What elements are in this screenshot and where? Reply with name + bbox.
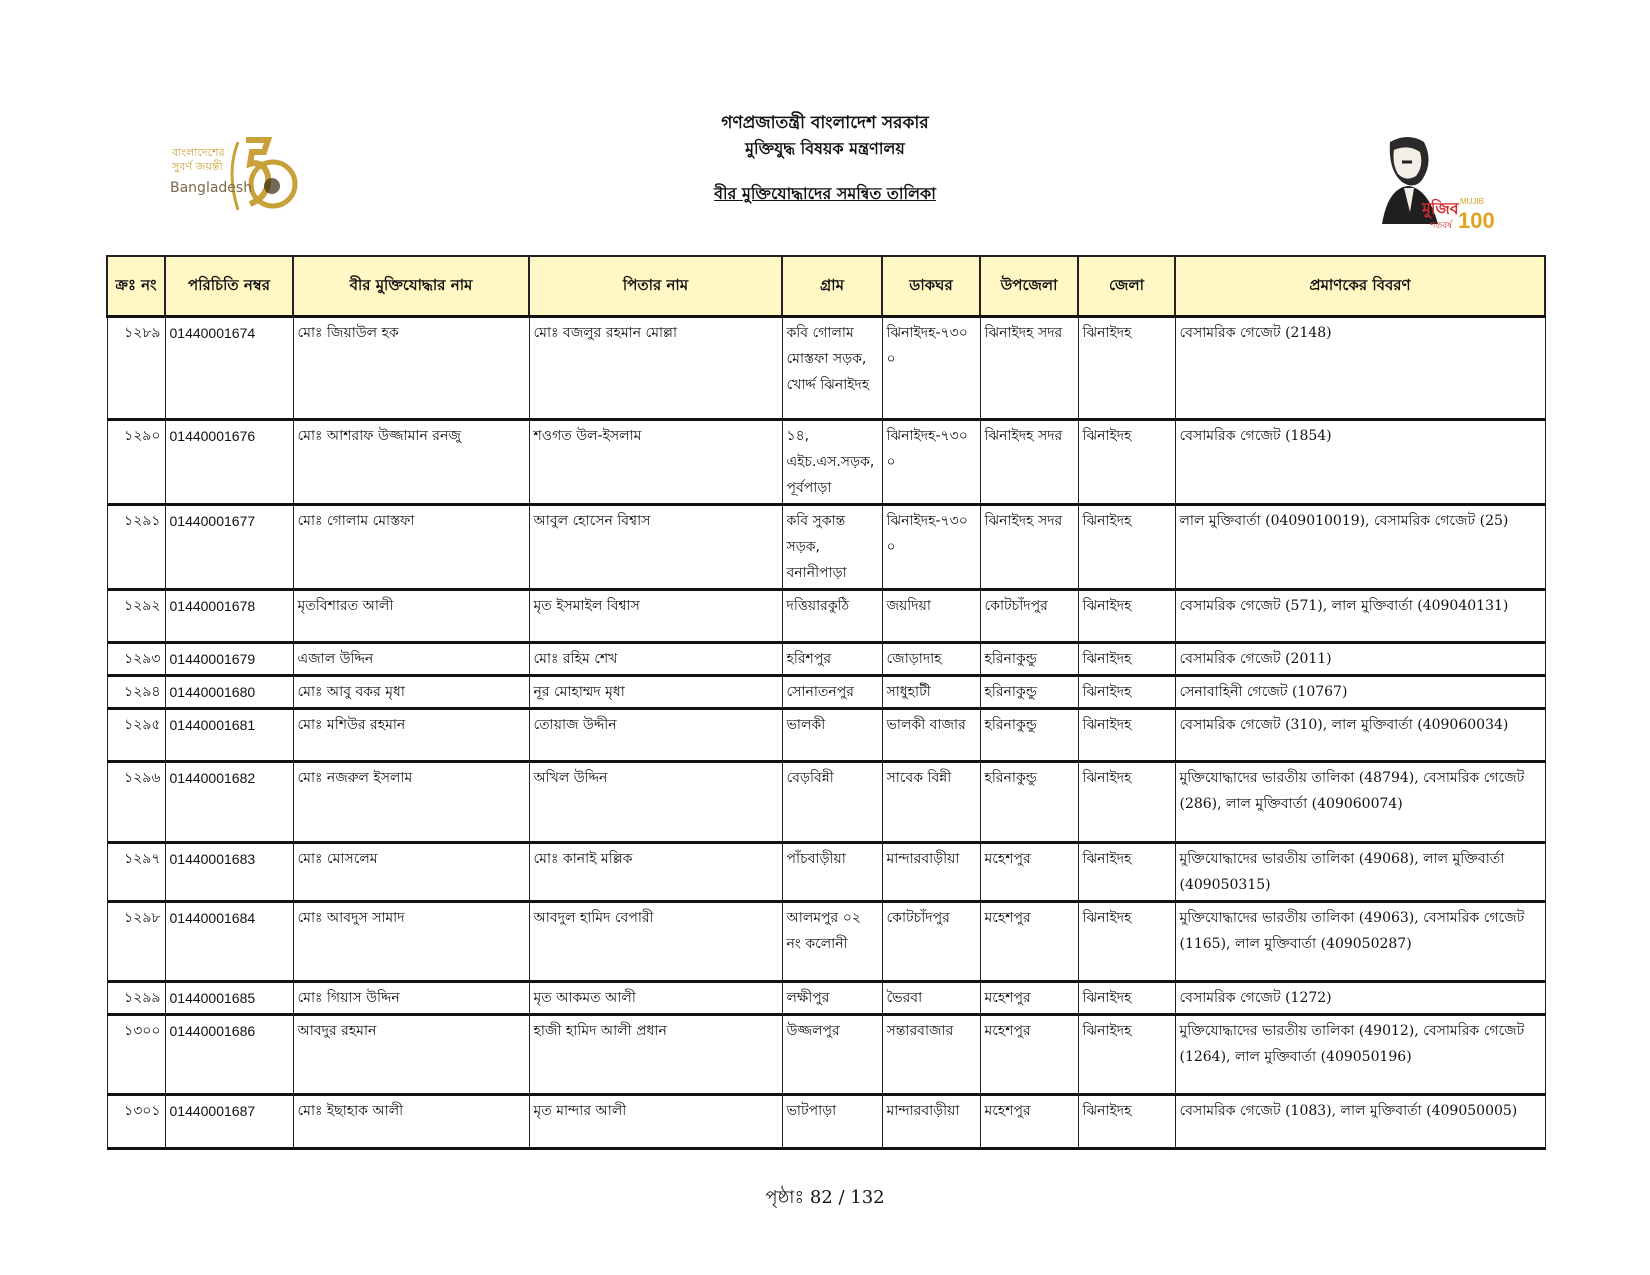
table-row bbox=[107, 590, 1545, 643]
cell-district: ঝিনাইদহ bbox=[1078, 505, 1175, 590]
cell-district: ঝিনাইদহ bbox=[1078, 590, 1175, 643]
table-row bbox=[107, 420, 1545, 505]
cell-village: দত্তিয়ারকুঠি bbox=[782, 590, 882, 643]
cell-upazila: মহেশপুর bbox=[980, 902, 1078, 982]
cell-father: আবুল হোসেন বিশ্বাস bbox=[529, 505, 782, 590]
cell-upazila: মহেশপুর bbox=[980, 843, 1078, 902]
logo-left-line1: বাংলাদেশের bbox=[172, 146, 225, 159]
cell-post: সন্তারবাজার bbox=[882, 1015, 980, 1095]
cell-id: 01440001684 bbox=[165, 902, 293, 982]
cell-proof: বেসামরিক গেজেট (310), লাল মুক্তিবার্তা (409060034) bbox=[1175, 709, 1545, 762]
cell-father: মোঃ বজলুর রহমান মোল্লা bbox=[529, 317, 782, 420]
cell-district: ঝিনাইদহ bbox=[1078, 762, 1175, 843]
cell-upazila: ঝিনাইদহ সদর bbox=[980, 420, 1078, 505]
cell-district: ঝিনাইদহ bbox=[1078, 1095, 1175, 1149]
cell-post: ঝিনাইদহ-৭৩০০ bbox=[882, 505, 980, 590]
table-row bbox=[107, 843, 1545, 902]
cell-serial: ১২৯৩ bbox=[107, 643, 165, 676]
column-header-village: গ্রাম bbox=[782, 256, 882, 317]
page-label: পৃষ্ঠাঃ bbox=[765, 1187, 805, 1208]
cell-upazila: মহেশপুর bbox=[980, 1095, 1078, 1149]
cell-id: 01440001677 bbox=[165, 505, 293, 590]
cell-district: ঝিনাইদহ bbox=[1078, 982, 1175, 1015]
ministry-title: মুক্তিযুদ্ধ বিষয়ক মন্ত্রণালয় bbox=[745, 139, 905, 158]
cell-name: মোঃ আবদুস সামাদ bbox=[293, 902, 529, 982]
column-header-id: পরিচিতি নম্বর bbox=[165, 256, 293, 317]
cell-post: সাবেক বিন্নী bbox=[882, 762, 980, 843]
column-header-district: জেলা bbox=[1078, 256, 1175, 317]
logo-right-brand: MUJIB bbox=[1460, 197, 1484, 206]
cell-father: মৃত মান্দার আলী bbox=[529, 1095, 782, 1149]
cell-father: তোয়াজ উদ্দীন bbox=[529, 709, 782, 762]
cell-post: সাধুহাটী bbox=[882, 676, 980, 709]
cell-serial: ১২৯৭ bbox=[107, 843, 165, 902]
cell-name: মৃতবিশারত আলী bbox=[293, 590, 529, 643]
cell-district: ঝিনাইদহ bbox=[1078, 420, 1175, 505]
cell-village: লক্ষীপুর bbox=[782, 982, 882, 1015]
cell-upazila: ঝিনাইদহ সদর bbox=[980, 317, 1078, 420]
cell-serial: ১২৯৬ bbox=[107, 762, 165, 843]
cell-post: ঝিনাইদহ-৭৩০০ bbox=[882, 317, 980, 420]
cell-district: ঝিনাইদহ bbox=[1078, 709, 1175, 762]
table-row bbox=[107, 317, 1545, 420]
cell-name: মোঃ মশিউর রহমান bbox=[293, 709, 529, 762]
cell-id: 01440001679 bbox=[165, 643, 293, 676]
cell-serial: ১২৯৫ bbox=[107, 709, 165, 762]
column-header-name: বীর মুক্তিযোদ্ধার নাম bbox=[293, 256, 529, 317]
table-header-row bbox=[107, 256, 1545, 317]
column-header-serial: ক্রঃ নং bbox=[107, 256, 165, 317]
cell-village: কবি সুকান্ত সড়ক, বনানীপাড়া bbox=[782, 505, 882, 590]
cell-district: ঝিনাইদহ bbox=[1078, 843, 1175, 902]
cell-village: পাঁচবাড়ীয়া bbox=[782, 843, 882, 902]
cell-proof: বেসামরিক গেজেট (2011) bbox=[1175, 643, 1545, 676]
cell-id: 01440001686 bbox=[165, 1015, 293, 1095]
cell-post: মান্দারবাড়ীয়া bbox=[882, 843, 980, 902]
cell-id: 01440001678 bbox=[165, 590, 293, 643]
cell-name: মোঃ নজরুল ইসলাম bbox=[293, 762, 529, 843]
cell-serial: ১২৯০ bbox=[107, 420, 165, 505]
cell-upazila: হরিনাকুন্ডু bbox=[980, 762, 1078, 843]
cell-upazila: হরিনাকুন্ডু bbox=[980, 676, 1078, 709]
table-row bbox=[107, 902, 1545, 982]
cell-village: কবি গোলাম মোস্তফা সড়ক, খোর্দ্দ ঝিনাইদহ bbox=[782, 317, 882, 420]
cell-post: কোটচাঁদপুর bbox=[882, 902, 980, 982]
column-header-proof: প্রমাণকের বিবরণ bbox=[1175, 256, 1545, 317]
cell-serial: ১২৮৯ bbox=[107, 317, 165, 420]
cell-village: আলমপুর ০২ নং কলোনী bbox=[782, 902, 882, 982]
cell-id: 01440001683 bbox=[165, 843, 293, 902]
cell-district: ঝিনাইদহ bbox=[1078, 676, 1175, 709]
cell-proof: বেসামরিক গেজেট (2148) bbox=[1175, 317, 1545, 420]
cell-village: উজ্জলপুর bbox=[782, 1015, 882, 1095]
logo-left-line2: সুবর্ণ জয়ন্তী bbox=[172, 160, 223, 173]
cell-id: 01440001681 bbox=[165, 709, 293, 762]
list-title: বীর মুক্তিযোদ্ধাদের সমন্বিত তালিকা bbox=[714, 184, 936, 203]
cell-father: মৃত ইসমাইল বিশ্বাস bbox=[529, 590, 782, 643]
cell-post: জোড়াদাহ bbox=[882, 643, 980, 676]
mujib-100-logo bbox=[1378, 132, 1495, 233]
page-number: 82 / 132 bbox=[809, 1187, 885, 1208]
cell-father: হাজী হামিদ আলী প্রধান bbox=[529, 1015, 782, 1095]
logo-right-sub: শতবর্ষ bbox=[1430, 221, 1453, 231]
government-title: গণপ্রজাতন্ত্রী বাংলাদেশ সরকার bbox=[721, 113, 929, 133]
cell-upazila: মহেশপুর bbox=[980, 1015, 1078, 1095]
cell-name: মোঃ গোলাম মোস্তফা bbox=[293, 505, 529, 590]
cell-post: মান্দারবাড়ীয়া bbox=[882, 1095, 980, 1149]
table-row bbox=[107, 643, 1545, 676]
cell-proof: লাল মুক্তিবার্তা (0409010019), বেসামরিক গেজেট (25) bbox=[1175, 505, 1545, 590]
cell-father: মোঃ রহিম শেখ bbox=[529, 643, 782, 676]
cell-proof: বেসামরিক গেজেট (1272) bbox=[1175, 982, 1545, 1015]
column-header-father: পিতার নাম bbox=[529, 256, 782, 317]
cell-serial: ১২৯৮ bbox=[107, 902, 165, 982]
cell-post: ভালকী বাজার bbox=[882, 709, 980, 762]
cell-name: মোঃ গিয়াস উদ্দিন bbox=[293, 982, 529, 1015]
table-row bbox=[107, 762, 1545, 843]
cell-proof: মুক্তিযোদ্ধাদের ভারতীয় তালিকা (49063), বেসামরিক গেজেট (1165), লাল মুক্তিবার্তা (409050287) bbox=[1175, 902, 1545, 982]
table-row bbox=[107, 505, 1545, 590]
cell-upazila: হরিনাকুন্ডু bbox=[980, 709, 1078, 762]
table-row bbox=[107, 982, 1545, 1015]
cell-id: 01440001676 bbox=[165, 420, 293, 505]
cell-post: ভৈরবা bbox=[882, 982, 980, 1015]
cell-proof: সেনাবাহিনী গেজেট (10767) bbox=[1175, 676, 1545, 709]
cell-father: আবদুল হামিদ বেপারী bbox=[529, 902, 782, 982]
table-row bbox=[107, 1015, 1545, 1095]
cell-village: বেড়বিন্নী bbox=[782, 762, 882, 843]
cell-serial: ১২৯২ bbox=[107, 590, 165, 643]
cell-district: ঝিনাইদহ bbox=[1078, 1015, 1175, 1095]
table-row bbox=[107, 1095, 1545, 1149]
cell-serial: ১২৯৪ bbox=[107, 676, 165, 709]
cell-father: নূর মোহাম্মদ মৃধা bbox=[529, 676, 782, 709]
cell-name: মোঃ জিয়াউল হক bbox=[293, 317, 529, 420]
cell-proof: মুক্তিযোদ্ধাদের ভারতীয় তালিকা (49068), লাল মুক্তিবার্তা (409050315) bbox=[1175, 843, 1545, 902]
cell-proof: মুক্তিযোদ্ধাদের ভারতীয় তালিকা (49012), বেসামরিক গেজেট (1264), লাল মুক্তিবার্তা (409050196) bbox=[1175, 1015, 1545, 1095]
logo-left-country: Bangladesh bbox=[170, 180, 253, 196]
cell-name: মোঃ আবু বকর মৃধা bbox=[293, 676, 529, 709]
cell-id: 01440001685 bbox=[165, 982, 293, 1015]
cell-upazila: ঝিনাইদহ সদর bbox=[980, 505, 1078, 590]
column-header-post: ডাকঘর bbox=[882, 256, 980, 317]
records-table bbox=[106, 255, 1546, 1150]
cell-upazila: কোটচাঁদপুর bbox=[980, 590, 1078, 643]
table-row bbox=[107, 676, 1545, 709]
cell-upazila: মহেশপুর bbox=[980, 982, 1078, 1015]
cell-id: 01440001674 bbox=[165, 317, 293, 420]
cell-serial: ১৩০১ bbox=[107, 1095, 165, 1149]
logo-right-text: মুজিব bbox=[1422, 199, 1459, 218]
cell-father: শওগত উল-ইসলাম bbox=[529, 420, 782, 505]
cell-proof: বেসামরিক গেজেট (1854) bbox=[1175, 420, 1545, 505]
cell-name: আবদুর রহমান bbox=[293, 1015, 529, 1095]
cell-district: ঝিনাইদহ bbox=[1078, 317, 1175, 420]
cell-village: ১৪, এইচ.এস.সড়ক, পূর্বপাড়া bbox=[782, 420, 882, 505]
cell-serial: ১২৯১ bbox=[107, 505, 165, 590]
cell-proof: বেসামরিক গেজেট (571), লাল মুক্তিবার্তা (409040131) bbox=[1175, 590, 1545, 643]
cell-post: জয়দিয়া bbox=[882, 590, 980, 643]
cell-district: ঝিনাইদহ bbox=[1078, 902, 1175, 982]
cell-id: 01440001687 bbox=[165, 1095, 293, 1149]
cell-post: ঝিনাইদহ-৭৩০০ bbox=[882, 420, 980, 505]
page-footer bbox=[0, 1183, 1650, 1214]
cell-serial: ১২৯৯ bbox=[107, 982, 165, 1015]
cell-name: এজাল উদ্দিন bbox=[293, 643, 529, 676]
logo-right-number: 100 bbox=[1458, 208, 1495, 233]
table-row bbox=[107, 709, 1545, 762]
column-header-upazila: উপজেলা bbox=[980, 256, 1078, 317]
cell-village: ভাটপাড়া bbox=[782, 1095, 882, 1149]
cell-id: 01440001682 bbox=[165, 762, 293, 843]
cell-father: মৃত আকমত আলী bbox=[529, 982, 782, 1015]
cell-village: ভালকী bbox=[782, 709, 882, 762]
cell-father: অখিল উদ্দিন bbox=[529, 762, 782, 843]
cell-serial: ১৩০০ bbox=[107, 1015, 165, 1095]
cell-upazila: হরিনাকুন্ডু bbox=[980, 643, 1078, 676]
cell-name: মোঃ ইছাহাক আলী bbox=[293, 1095, 529, 1149]
cell-name: মোঃ মোসলেম bbox=[293, 843, 529, 902]
cell-name: মোঃ আশরাফ উজ্জামান রনজু bbox=[293, 420, 529, 505]
cell-father: মোঃ কানাই মল্লিক bbox=[529, 843, 782, 902]
cell-proof: বেসামরিক গেজেট (1083), লাল মুক্তিবার্তা (409050005) bbox=[1175, 1095, 1545, 1149]
cell-village: হরিশপুর bbox=[782, 643, 882, 676]
cell-id: 01440001680 bbox=[165, 676, 293, 709]
cell-district: ঝিনাইদহ bbox=[1078, 643, 1175, 676]
cell-proof: মুক্তিযোদ্ধাদের ভারতীয় তালিকা (48794), বেসামরিক গেজেট (286), লাল মুক্তিবার্তা (409060074) bbox=[1175, 762, 1545, 843]
cell-village: সোনাতনপুর bbox=[782, 676, 882, 709]
